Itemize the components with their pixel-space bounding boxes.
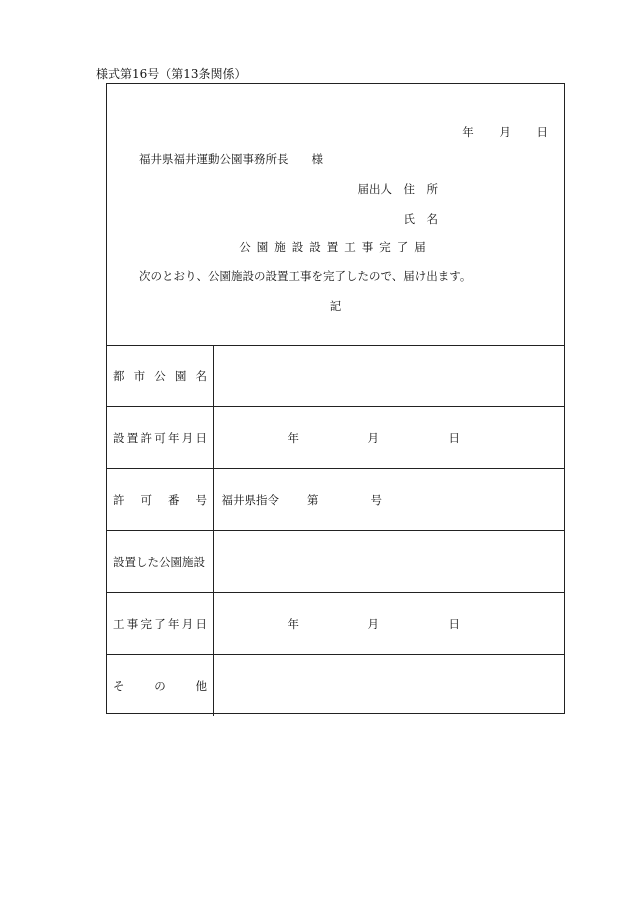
table-row	[107, 407, 564, 469]
label-char: 名	[195, 368, 207, 383]
label-char: 年	[168, 430, 180, 445]
header-month: 月	[499, 125, 511, 139]
ki-mark: 記	[329, 299, 342, 313]
value-installed-facility[interactable]	[213, 531, 564, 593]
recipient: 福井県福井運動公園事務所長 様	[139, 152, 323, 166]
table-row	[107, 593, 564, 655]
label-char: の	[154, 678, 166, 693]
value-other[interactable]	[213, 655, 564, 717]
form-title: 公園施設設置工事完了届	[239, 240, 432, 254]
form-frame	[106, 83, 565, 714]
permit-year: 年	[287, 430, 299, 445]
permit-day: 日	[448, 430, 460, 445]
table-row	[107, 345, 564, 407]
permit-prefix: 福井県指令	[221, 492, 279, 507]
details-table	[107, 345, 564, 716]
header-year: 年	[462, 125, 474, 139]
header-day: 日	[536, 125, 548, 139]
value-permit-date[interactable]	[213, 407, 564, 469]
label-char: 公	[154, 368, 166, 383]
label-char: 許	[113, 492, 125, 507]
table-row	[107, 531, 564, 593]
completion-year: 年	[287, 616, 299, 631]
label-city-park-name	[107, 345, 213, 407]
label-char: 設	[113, 430, 125, 445]
label-char: 月	[181, 616, 194, 631]
permit-dai: 第	[307, 492, 319, 507]
label-installed-facility: 設置した公園施設	[107, 531, 213, 593]
applicant-address-label: 届出人 住 所	[357, 182, 438, 196]
label-char: 他	[195, 678, 207, 693]
applicant-name-label: 氏 名	[403, 212, 438, 226]
label-char: 年	[168, 616, 180, 631]
label-char: 日	[195, 430, 207, 445]
body-text: 次のとおり、公園施設の設置工事を完了したので、届け出ます。	[139, 269, 472, 283]
completion-month: 月	[367, 616, 379, 631]
completion-day: 日	[448, 616, 460, 631]
label-char: 日	[195, 616, 207, 631]
label-char: 事	[126, 616, 139, 631]
label-char: 月	[181, 430, 194, 445]
label-char: 号	[195, 492, 207, 507]
value-completion-date[interactable]	[213, 593, 564, 655]
label-char: 番	[168, 492, 180, 507]
label-char: 可	[140, 492, 152, 507]
header-date	[440, 124, 548, 140]
label-permit-number	[107, 469, 213, 531]
label-char: 置	[126, 430, 139, 445]
label-permit-date	[107, 407, 213, 469]
permit-month: 月	[367, 430, 379, 445]
label-other	[107, 655, 213, 717]
label-char: 都	[113, 368, 125, 383]
label-char: 完	[140, 616, 152, 631]
label-char: 了	[154, 616, 166, 631]
label-completion-date	[107, 593, 213, 655]
table-row	[107, 469, 564, 531]
label-char: 工	[113, 616, 125, 631]
value-city-park-name[interactable]	[213, 345, 564, 407]
form-header	[107, 84, 564, 346]
label-char: 可	[154, 430, 166, 445]
value-permit-number[interactable]	[213, 469, 564, 531]
label-char: 許	[140, 430, 152, 445]
label-char: そ	[113, 678, 125, 693]
label-char: 園	[174, 368, 187, 383]
label-char: 市	[133, 368, 146, 383]
permit-go: 号	[370, 492, 382, 507]
table-row	[107, 655, 564, 717]
form-number: 様式第16号（第13条関係）	[96, 67, 247, 81]
